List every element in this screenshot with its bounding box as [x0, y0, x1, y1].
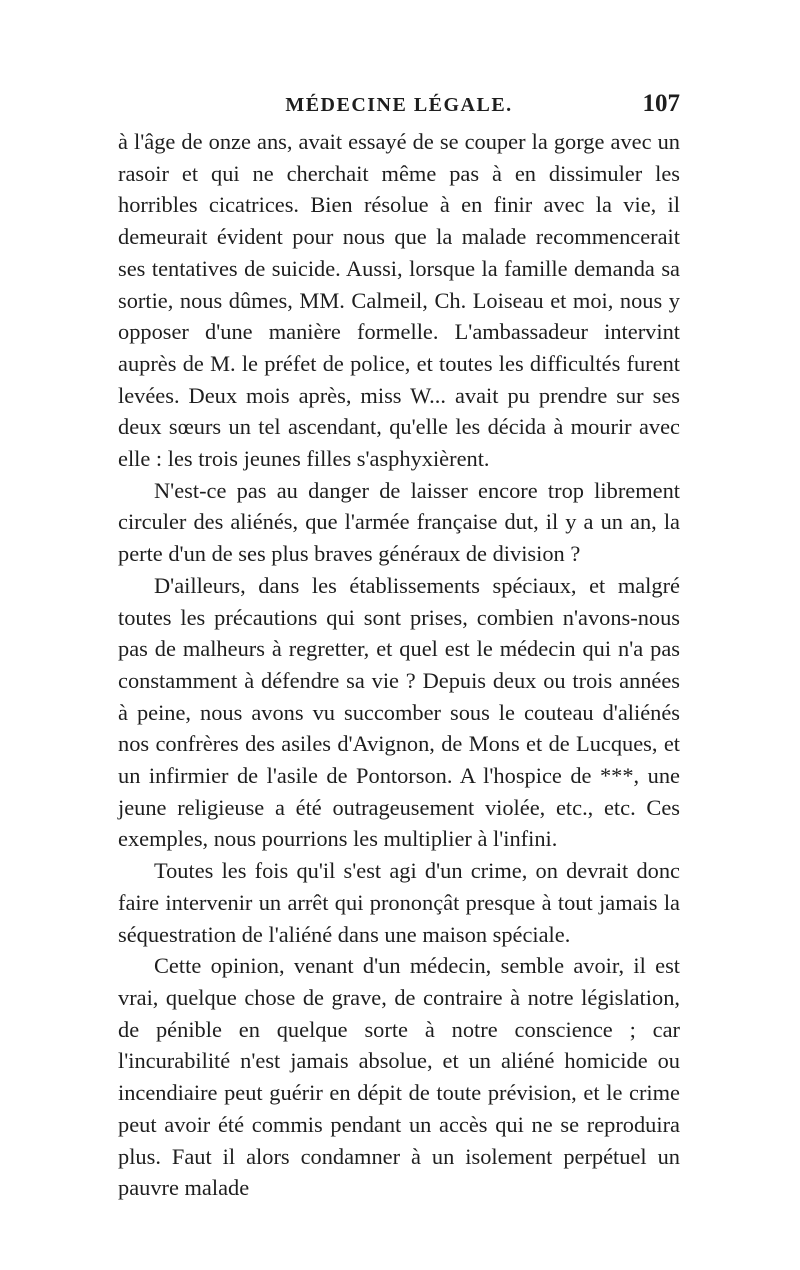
- paragraph: N'est-ce pas au danger de laisser encore trop librement circuler des aliénés, que l'armée française dut, il y a un an, la perte d'un de ses plus braves généraux de division ?: [118, 477, 680, 567]
- running-title: MÉDECINE LÉGALE.: [285, 94, 513, 116]
- paragraph-continuation: à l'âge de onze ans, avait essayé de se couper la gorge avec un rasoir et qui ne cherchait même pas à en dissimuler les horribles cicatrices. Bien résolue à en finir avec la vie, il demeurait évident pour nous que la malade recommencerait ses tentatives de suicide. Aussi, lorsque la famille demanda sa sortie, nous dûmes, MM. Calmeil, Ch. Loiseau et moi, nous y opposer d'une manière formelle. L'ambassadeur intervint auprès de M. le préfet de police, et toutes les difficultés furent levées. Deux mois après, miss W... avait pu prendre sur ses deux sœurs un tel ascendant, qu'elle les décida à mourir avec elle : les trois jeunes filles s'asphyxièrent.: [118, 129, 680, 472]
- paragraph: Cette opinion, venant d'un médecin, semble avoir, il est vrai, quelque chose de grave, de contraire à notre législation, de pénible en quelque sorte à notre conscience ; car l'incurabilité n'est jamais absolue, et un aliéné homicide ou incendiaire peut guérir en dépit de toute prévision, et le crime peut avoir été commis pendant un accès qui ne se reproduira plus. Faut il alors condamner à un isolement perpétuel un pauvre malade: [118, 953, 680, 1201]
- paragraph: D'ailleurs, dans les établissements spéciaux, et malgré toutes les précautions qui sont prises, combien n'avons-nous pas de malheurs à regretter, et quel est le médecin qui n'a pas constamment à défendre sa vie ? Depuis deux ou trois années à peine, nous avons vu succomber sous le couteau d'aliénés nos confrères des asiles d'Avignon, de Mons et de Lucques, et un infirmier de l'asile de Pontorson. A l'hospice de ***, une jeune religieuse a été outrageusement violée, etc., etc. Ces exemples, nous pourrions les multiplier à l'infini.: [118, 572, 680, 852]
- body-text: [118, 126, 680, 1204]
- running-head: [118, 90, 680, 124]
- page-number: 107: [642, 90, 680, 117]
- paragraph: Toutes les fois qu'il s'est agi d'un crime, on devrait donc faire intervenir un arrêt qui prononçât presque à tout jamais la séquestration de l'aliéné dans une maison spéciale.: [118, 858, 680, 947]
